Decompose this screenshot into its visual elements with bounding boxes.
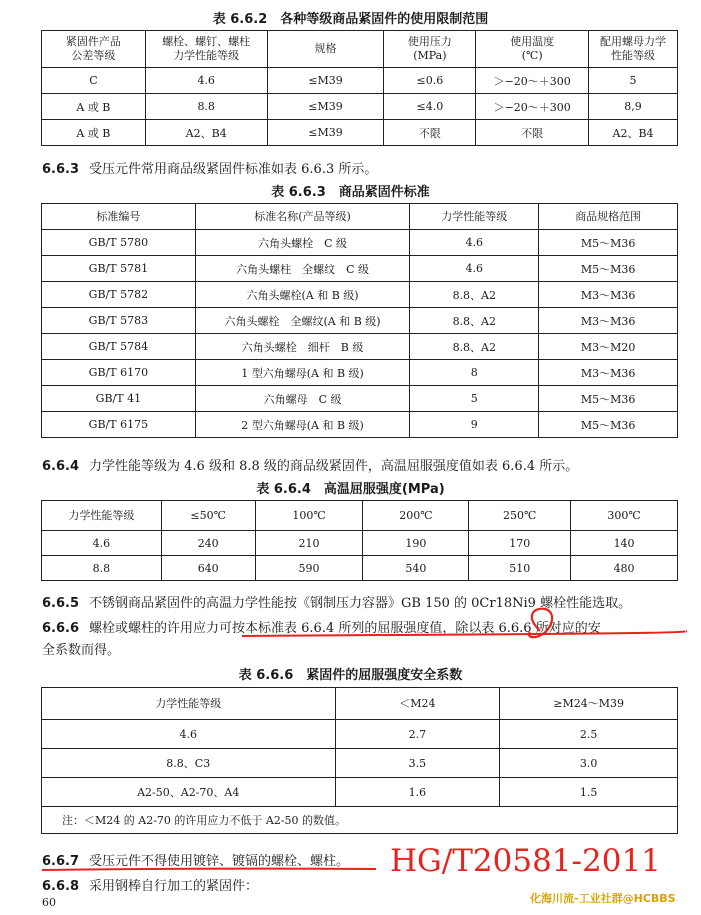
table-cell: GB/T 6170 xyxy=(42,360,196,386)
table-cell: ＞−20～＋300 xyxy=(476,68,589,94)
page-number: 60 xyxy=(42,896,56,909)
table-cell: 六角头螺栓 C 级 xyxy=(195,230,410,256)
clause-number: 6.6.7 xyxy=(42,854,80,869)
table-6-6-3-caption: 表 6.6.3 商品紧固件标准 xyxy=(271,185,430,200)
table-cell: 8,9 xyxy=(589,94,678,120)
table-cell: 8.8 xyxy=(145,94,267,120)
clause-text: 受压元件常用商品级紧固件标准如表 6.6.3 所示。 xyxy=(89,162,378,177)
watermark: 化海川流-工业社群@HCBBS xyxy=(530,892,676,905)
red-underline-6-6-7 xyxy=(40,866,380,874)
clause-number: 6.6.4 xyxy=(42,459,80,474)
column-header: ≤50℃ xyxy=(161,501,255,531)
table-row xyxy=(42,334,678,360)
table-cell: 510 xyxy=(469,556,571,581)
table-cell: 4.6 xyxy=(410,256,539,282)
table-cell: A2、B4 xyxy=(589,120,678,146)
column-header: 商品规格范围 xyxy=(539,204,678,230)
table-cell: GB/T 5782 xyxy=(42,282,196,308)
table-cell: M3～M36 xyxy=(539,282,678,308)
table-cell: A2、B4 xyxy=(145,120,267,146)
table-cell: 540 xyxy=(363,556,469,581)
column-header: 力学性能等级 xyxy=(42,688,336,720)
table-cell: GB/T 41 xyxy=(42,386,196,412)
table-6-6-2 xyxy=(41,30,678,146)
table-cell: GB/T 5784 xyxy=(42,334,196,360)
table-cell: GB/T 6175 xyxy=(42,412,196,438)
column-header: 紧固件产品 公差等级 xyxy=(42,31,146,68)
table-cell: 640 xyxy=(161,556,255,581)
table-cell: M5～M36 xyxy=(539,256,678,282)
column-header: 100℃ xyxy=(255,501,363,531)
table-cell: A2-50、A2-70、A4 xyxy=(42,778,336,807)
table-6-6-4 xyxy=(41,500,678,581)
table-row xyxy=(42,412,678,438)
table-6-6-6 xyxy=(41,687,678,834)
table-cell: 2.5 xyxy=(500,720,678,749)
table-row xyxy=(42,749,678,778)
column-header: 螺栓、螺钉、螺柱 力学性能等级 xyxy=(145,31,267,68)
table-cell: 8 xyxy=(410,360,539,386)
table-cell: A 或 B xyxy=(42,120,146,146)
clause-number: 6.6.3 xyxy=(42,162,80,177)
table-cell: 140 xyxy=(571,531,678,556)
table-row xyxy=(42,720,678,749)
table-row xyxy=(42,282,678,308)
table-cell: 六角头螺栓 全螺纹(A 和 B 级) xyxy=(195,308,410,334)
table-cell: 8.8、A2 xyxy=(410,282,539,308)
standard-stamp: HG/T20581-2011 xyxy=(390,843,661,879)
clause-6-6-3 xyxy=(42,158,377,177)
annotation-underline xyxy=(42,869,376,870)
table-cell: M3～M36 xyxy=(539,360,678,386)
table-cell: 5 xyxy=(410,386,539,412)
table-cell: ＞−20～＋300 xyxy=(476,94,589,120)
table-cell: M5～M36 xyxy=(539,230,678,256)
table-row xyxy=(42,256,678,282)
table-row xyxy=(42,94,678,120)
table-cell: 170 xyxy=(469,531,571,556)
table-cell: ≤M39 xyxy=(267,120,384,146)
table-cell: 不限 xyxy=(476,120,589,146)
table-cell: 六角头螺栓 细杆 B 级 xyxy=(195,334,410,360)
table-note: 注：＜M24 的 A2-70 的许用应力不低于 A2-50 的数值。 xyxy=(42,807,678,834)
table-cell: 4.6 xyxy=(42,531,162,556)
clause-6-6-6-continuation: 全系数而得。 xyxy=(42,643,121,658)
clause-number: 6.6.5 xyxy=(42,596,80,611)
table-6-6-2-caption: 表 6.6.2 各种等级商品紧固件的使用限制范围 xyxy=(212,12,489,27)
red-annotation xyxy=(240,605,690,645)
table-cell: M5～M36 xyxy=(539,386,678,412)
table-cell: 3.0 xyxy=(500,749,678,778)
table-cell: 4.6 xyxy=(410,230,539,256)
column-header: 使用温度 (℃) xyxy=(476,31,589,68)
column-header: ≥M24～M39 xyxy=(500,688,678,720)
table-cell: 六角头螺柱 全螺纹 C 级 xyxy=(195,256,410,282)
clause-text: 力学性能等级为 4.6 级和 8.8 级的商品级紧固件，高温屈服强度值如表 6.6.4 所示。 xyxy=(89,459,579,474)
column-header: 力学性能等级 xyxy=(42,501,162,531)
column-header: 250℃ xyxy=(469,501,571,531)
column-header: 300℃ xyxy=(571,501,678,531)
table-row xyxy=(42,308,678,334)
column-header: 力学性能等级 xyxy=(410,204,539,230)
table-cell: 8.8、A2 xyxy=(410,308,539,334)
table-row xyxy=(42,68,678,94)
column-header: 标准编号 xyxy=(42,204,196,230)
clause-6-6-8 xyxy=(42,875,258,894)
table-cell: ≤M39 xyxy=(267,94,384,120)
clause-text: 采用钢棒自行加工的紧固件： xyxy=(89,879,259,894)
table-cell: GB/T 5783 xyxy=(42,308,196,334)
clause-number: 6.6.6 xyxy=(42,621,80,636)
clause-text: 受压元件不得使用镀锌、镀镉的螺栓、螺柱。 xyxy=(89,854,350,869)
table-cell: GB/T 5780 xyxy=(42,230,196,256)
table-cell: M5～M36 xyxy=(539,412,678,438)
table-row xyxy=(42,230,678,256)
table-cell: 5 xyxy=(589,68,678,94)
table-cell: 590 xyxy=(255,556,363,581)
clause-text: 不锈钢商品紧固件的高温力学性能按《钢制压力容器》GB 150 的 0Cr18Ni9 螺栓性能选取。 xyxy=(89,596,632,611)
table-cell: 2.7 xyxy=(335,720,500,749)
clause-number: 6.6.8 xyxy=(42,879,80,894)
table-cell: C xyxy=(42,68,146,94)
table-row xyxy=(42,120,678,146)
table-cell: 8.8、A2 xyxy=(410,334,539,360)
column-header: 配用螺母力学 性能等级 xyxy=(589,31,678,68)
table-row xyxy=(42,778,678,807)
table-cell: 1 型六角螺母(A 和 B 级) xyxy=(195,360,410,386)
annotation-underline xyxy=(242,631,686,636)
column-header: 标准名称(产品等级) xyxy=(195,204,410,230)
table-cell: M3～M36 xyxy=(539,308,678,334)
table-cell: 1.5 xyxy=(500,778,678,807)
table-6-6-6-caption: 表 6.6.6 紧固件的屈服强度安全系数 xyxy=(238,668,463,683)
table-cell: 不限 xyxy=(384,120,476,146)
table-cell: 9 xyxy=(410,412,539,438)
table-row xyxy=(42,360,678,386)
clause-text: 螺栓或螺柱的许用应力可按本标准表 6.6.4 所列的屈服强度值，除以表 6.6.6 所对应的安 xyxy=(89,621,601,636)
table-cell: M3～M20 xyxy=(539,334,678,360)
table-cell: 4.6 xyxy=(145,68,267,94)
table-cell: 3.5 xyxy=(335,749,500,778)
table-cell: 8.8、C3 xyxy=(42,749,336,778)
table-6-6-4-caption: 表 6.6.4 高温屈服强度(MPa) xyxy=(256,482,445,497)
table-cell: 1.6 xyxy=(335,778,500,807)
table-6-6-3 xyxy=(41,203,678,438)
table-cell: 480 xyxy=(571,556,678,581)
clause-6-6-4 xyxy=(42,455,578,474)
column-header: 200℃ xyxy=(363,501,469,531)
annotation-circle xyxy=(529,609,552,637)
table-cell: ≤M39 xyxy=(267,68,384,94)
table-cell: GB/T 5781 xyxy=(42,256,196,282)
table-cell: 240 xyxy=(161,531,255,556)
table-cell: 六角头螺栓(A 和 B 级) xyxy=(195,282,410,308)
column-header: ＜M24 xyxy=(335,688,500,720)
table-cell: ≤4.0 xyxy=(384,94,476,120)
table-cell: A 或 B xyxy=(42,94,146,120)
table-row xyxy=(42,556,678,581)
table-cell: 8.8 xyxy=(42,556,162,581)
table-cell: 4.6 xyxy=(42,720,336,749)
column-header: 规格 xyxy=(267,31,384,68)
table-row xyxy=(42,531,678,556)
column-header: 使用压力 (MPa) xyxy=(384,31,476,68)
table-cell: 六角螺母 C 级 xyxy=(195,386,410,412)
table-cell: 190 xyxy=(363,531,469,556)
table-cell: 210 xyxy=(255,531,363,556)
table-cell: ≤0.6 xyxy=(384,68,476,94)
table-cell: 2 型六角螺母(A 和 B 级) xyxy=(195,412,410,438)
table-row xyxy=(42,386,678,412)
